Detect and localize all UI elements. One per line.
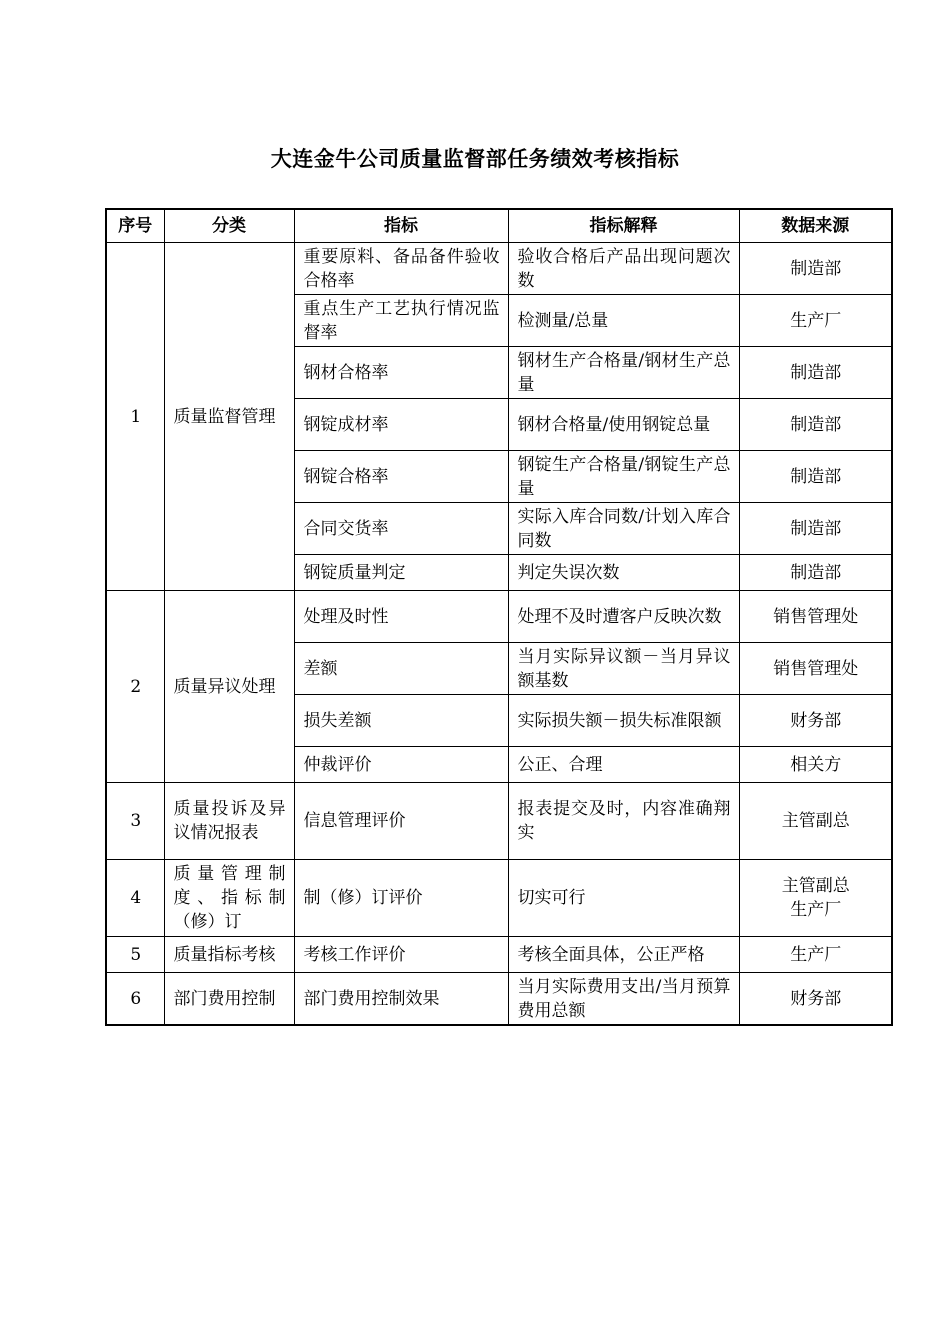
cell-indicator: 钢锭合格率 — [294, 451, 508, 503]
source-line: 销售管理处 — [773, 606, 859, 627]
cell-category: 质量监督管理 — [164, 243, 294, 591]
cell-source — [739, 295, 892, 347]
cell-no: 1 — [106, 243, 164, 591]
source-line: 生产厂 — [790, 900, 842, 920]
cell-explanation: 当月实际异议额－当月异议额基数 — [508, 643, 739, 695]
cell-source — [739, 973, 892, 1026]
kpi-table — [105, 208, 893, 1026]
source-line: 生产厂 — [790, 944, 842, 965]
cell-indicator: 制（修）订评价 — [294, 860, 508, 937]
source-line: 销售管理处 — [773, 658, 859, 679]
cell-source — [739, 555, 892, 591]
cell-explanation: 实际损失额－损失标准限额 — [508, 695, 739, 747]
cell-explanation: 判定失误次数 — [508, 555, 739, 591]
cell-explanation: 考核全面具体，公正严格 — [508, 937, 739, 973]
table-row — [106, 860, 892, 937]
cell-source — [739, 860, 892, 937]
source-line: 制造部 — [790, 466, 842, 487]
cell-indicator: 重点生产工艺执行情况监督率 — [294, 295, 508, 347]
source-line: 财务部 — [790, 710, 842, 731]
table-row — [106, 243, 892, 295]
source-line: 生产厂 — [790, 310, 842, 331]
cell-source — [739, 643, 892, 695]
document-title: 大连金牛公司质量监督部任务绩效考核指标 — [270, 147, 680, 171]
cell-source — [739, 243, 892, 295]
cell-category: 部门费用控制 — [164, 973, 294, 1026]
cell-explanation: 处理不及时遭客户反映次数 — [508, 591, 739, 643]
cell-explanation: 钢材生产合格量/钢材生产总量 — [508, 347, 739, 399]
table-row — [106, 973, 892, 1026]
cell-category: 质量指标考核 — [164, 937, 294, 973]
cell-source — [739, 503, 892, 555]
cell-explanation: 当月实际费用支出/当月预算费用总额 — [508, 973, 739, 1026]
source-line: 主管副总 — [781, 811, 850, 831]
cell-explanation: 检测量/总量 — [508, 295, 739, 347]
cell-explanation: 切实可行 — [508, 860, 739, 937]
source-line: 制造部 — [790, 258, 842, 279]
header-indicator: 指标 — [294, 209, 508, 243]
cell-explanation: 公正、合理 — [508, 747, 739, 783]
cell-category: 质量异议处理 — [164, 591, 294, 783]
table-row — [106, 591, 892, 643]
cell-no: 5 — [106, 937, 164, 973]
cell-no: 4 — [106, 860, 164, 937]
cell-explanation: 实际入库合同数/计划入库合同数 — [508, 503, 739, 555]
cell-source — [739, 783, 892, 860]
cell-source — [739, 937, 892, 973]
cell-no: 6 — [106, 973, 164, 1026]
cell-indicator: 损失差额 — [294, 695, 508, 747]
cell-source — [739, 591, 892, 643]
cell-indicator: 信息管理评价 — [294, 783, 508, 860]
cell-indicator: 部门费用控制效果 — [294, 973, 508, 1026]
header-no: 序号 — [106, 209, 164, 243]
cell-source — [739, 451, 892, 503]
cell-explanation: 钢材合格量/使用钢锭总量 — [508, 399, 739, 451]
header-source: 数据来源 — [739, 209, 892, 243]
cell-no: 2 — [106, 591, 164, 783]
cell-source — [739, 747, 892, 783]
cell-explanation: 验收合格后产品出现问题次数 — [508, 243, 739, 295]
cell-no: 3 — [106, 783, 164, 860]
cell-indicator: 钢材合格率 — [294, 347, 508, 399]
source-line: 制造部 — [790, 518, 842, 539]
cell-category: 质量投诉及异议情况报表 — [164, 783, 294, 860]
cell-explanation: 钢锭生产合格量/钢锭生产总量 — [508, 451, 739, 503]
source-line: 财务部 — [790, 988, 842, 1009]
cell-indicator: 钢锭质量判定 — [294, 555, 508, 591]
cell-indicator: 仲裁评价 — [294, 747, 508, 783]
source-line: 制造部 — [790, 362, 842, 383]
source-line: 制造部 — [790, 562, 842, 583]
header-category: 分类 — [164, 209, 294, 243]
source-line: 主管副总 — [781, 876, 850, 896]
source-line: 制造部 — [790, 414, 842, 435]
table-row — [106, 937, 892, 973]
source-line: 相关方 — [790, 754, 842, 775]
cell-indicator: 考核工作评价 — [294, 937, 508, 973]
header-explanation: 指标解释 — [508, 209, 739, 243]
cell-explanation: 报表提交及时，内容准确翔实 — [508, 783, 739, 860]
cell-category: 质量管理制度、指标制（修）订 — [164, 860, 294, 937]
cell-indicator: 差额 — [294, 643, 508, 695]
cell-indicator: 合同交货率 — [294, 503, 508, 555]
cell-source — [739, 347, 892, 399]
cell-indicator: 重要原料、备品备件验收合格率 — [294, 243, 508, 295]
cell-indicator: 处理及时性 — [294, 591, 508, 643]
cell-source — [739, 695, 892, 747]
table-body — [106, 243, 892, 1026]
cell-indicator: 钢锭成材率 — [294, 399, 508, 451]
table-row — [106, 783, 892, 860]
cell-source — [739, 399, 892, 451]
table-header-row — [106, 209, 892, 243]
